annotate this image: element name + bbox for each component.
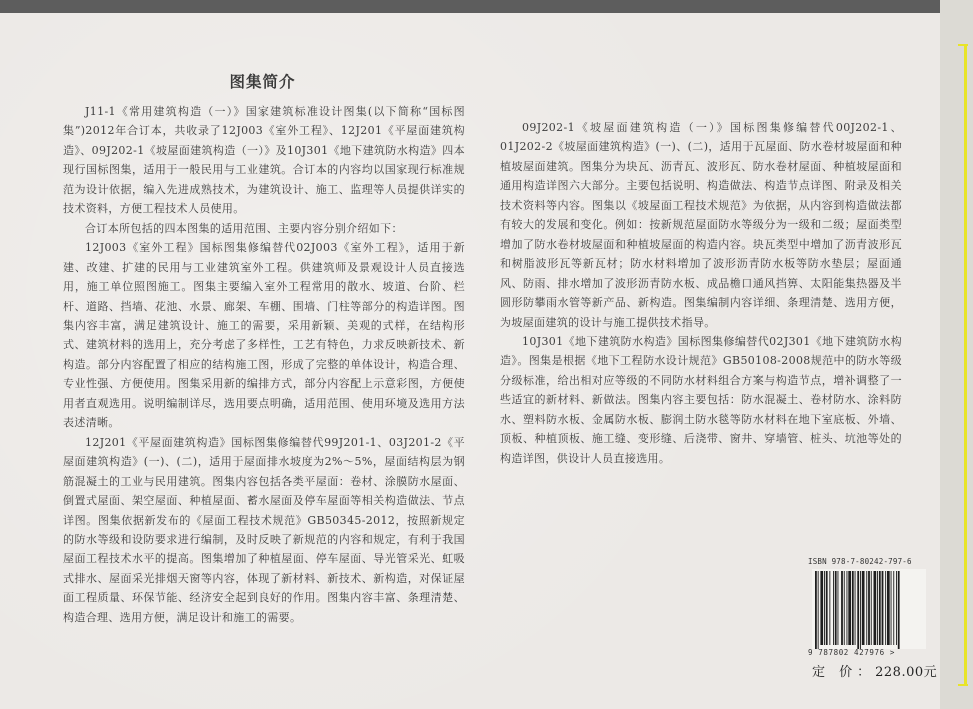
isbn-barcode (808, 557, 930, 661)
barcode-bar (841, 571, 843, 645)
barcode-bar (826, 571, 828, 645)
barcode-bar (887, 571, 890, 645)
paragraph: 12J201《平屋面建筑构造》国标图集修编替代99J201-1、03J201-2《平屋面建筑构造》(一)、(二)，适用于屋面排水坡度为2%～5%，屋面结构层为钢筋混凝土的工业与民用建筑。图集内容包括各类平屋面：卷材、涂膜防水屋面、倒置式屋面、架空屋面、种植屋面、蓄水屋面及停车屋面等相关构造做法、节点详图。图集依据新发布的《屋面工程技术规范》GB50345-2012，按照新规定的防水等级和设防要求进行编制，及时反映了新规范的内容和规定，有利于我国屋面工程技术水平的提高。图集增加了种植屋面、停车屋面、导光管采光、虹吸式排水、屋面采光排烟天窗等内容，体现了新材料、新技术、新构造，对保证屋面工程质量、环保节能、经济安全起到良好的作用。图集内容丰富、条理清楚、构造合理、选用方便，满足设计和施工的需要。 (63, 435, 465, 624)
scan-edge-accent-tick (958, 684, 968, 686)
paragraph: 12J003《室外工程》国标图集修编替代02J003《室外工程》，适用于新建、改建、扩建的民用与工业建筑室外工程。供建筑师及景观设计人员直接选用，施工单位照图施工。图集主要编入室外工程常用的散水、坡道、台阶、栏杆、道路、挡墙、花池、水景、廊架、车棚、围墙、门柱等部分的构造详图。图集内容丰富，满足建筑设计、施工的需要，采用新颖、美观的式样，在结构形式、建筑材料的选用上，充分考虑了多样性，工艺有特色，力求反映新技术、新构造。部分内容配置了相应的结构施工图，形成了完整的单体设计，构造合理、专业性强、方便使用。图集采用新的编排方式，部分内容配上示意彩图，方便使用者直观选用。说明编制详尽，选用要点明确，适用范围、使用环境及选用方法表述清晰。 (63, 241, 465, 430)
barcode-bar (857, 571, 859, 649)
barcode-bar (891, 571, 892, 645)
barcode-bar (855, 571, 856, 645)
price-value: 228.00元 (875, 665, 938, 680)
barcode-bar (874, 571, 877, 645)
isbn-digits: 9 787802 427976 > (808, 648, 895, 657)
barcode-bar (868, 571, 870, 645)
barcode-bar (882, 571, 884, 645)
price (812, 661, 937, 680)
isbn-text: ISBN 978-7-80242-797-6 (808, 557, 912, 566)
barcode-bar (847, 571, 848, 645)
paragraph: J11-1《常用建筑构造（一）》国家建筑标准设计图集(以下简称“国标图集”)2012年合订本，共收录了12J003《室外工程》、12J201《平屋面建筑构造》、09J202-1《坡屋面建筑构造（一）》及10J301《地下建筑防水构造》四本现行国标图集，适用于一般民用与工业建筑。合订本的内容均以国家现行标准规范为设计依据，编入先进成熟技术，为建筑设计、施工、监理等人员提供详实的技术资料，方便工程技术人员使用。 (63, 105, 465, 216)
price-label: 定 价： (812, 665, 876, 680)
paragraph: 09J202-1《坡屋面建筑构造（一）》国标图集修编替代00J202-1、01J202-2《坡屋面建筑构造》(一)、(二)，适用于瓦屋面、防水卷材坡屋面和种植坡屋面建筑。图集分为块瓦、沥青瓦、波形瓦、防水卷材屋面、种植坡屋面和通用构造详图六大部分。主要包括说明、构造做法、构造节点详图、附录及相关技术资料等内容。图集以《坡屋面工程技术规范》为依据，从内容到构造做法都有较大的发展和变化。例如：按新规范屋面防水等级分为一级和二级；屋面类型增加了防水卷材坡屋面和种植坡屋面的构造内容。块瓦类型中增加了沥青波形瓦和树脂波形瓦等新瓦材；防水材料增加了波形沥青防水板等防水垫层；屋面通风、防雨、排水增加了波形沥青防水板、成品檐口通风挡箅、太阳能集热器及半圆形防攀雨水管等新产品、新构造。图集编制内容详细、条理清楚、选用方便，为坡屋面建筑的设计与施工提供技术指导。 (500, 121, 902, 329)
right-text-column (500, 118, 902, 468)
barcode-bar (835, 571, 837, 645)
barcode-bar (871, 571, 872, 645)
barcode-bar (896, 571, 897, 645)
barcode-bar (860, 571, 861, 649)
barcode-bar (818, 571, 819, 649)
paragraph: 10J301《地下建筑防水构造》国标图集修编替代02J301《地下建筑防水构造》。图集是根据《地下工程防水设计规范》GB50108-2008规范中的防水等级分级标准，给出相对应等级的不同防水材料组合方案与构造节点，增补调整了一些适宜的新材料、新做法。图集内容主要包括：防水混凝土、卷材防水、涂料防水、塑料防水板、金属防水板、膨润土防水毯等防水材料在地下室底板、外墙、顶板、种植顶板、施工缝、变形缝、后浇带、窗井、穿墙管、桩头、坑池等处的构造详图，供设计人员直接选用。 (500, 334, 902, 465)
barcode-bar (879, 571, 881, 645)
barcode-bar (829, 571, 830, 645)
barcode-image (812, 569, 926, 649)
barcode-bar (833, 571, 834, 645)
barcode-bar (866, 571, 867, 645)
barcode-bar (862, 571, 865, 645)
paragraph: 合订本所包括的四本图集的适用范围、主要内容分别介绍如下： (85, 221, 403, 235)
barcode-bar (852, 571, 854, 645)
barcode-bar (824, 571, 825, 645)
barcode-bar (885, 571, 886, 645)
barcode-bar (848, 571, 851, 645)
barcode-bars (812, 569, 926, 649)
scan-edge-accent-line (964, 44, 967, 684)
barcode-bar (893, 571, 894, 645)
barcode-bar (838, 571, 839, 645)
barcode-bar (898, 571, 900, 649)
barcode-bar (877, 571, 878, 645)
barcode-bar (844, 571, 845, 645)
barcode-bar (820, 571, 823, 645)
left-text-column (63, 102, 465, 627)
barcode-bar (815, 571, 817, 649)
scan-edge-accent-tick (958, 44, 968, 46)
page-title: 图集简介 (229, 73, 296, 91)
scan-edge (940, 0, 973, 709)
